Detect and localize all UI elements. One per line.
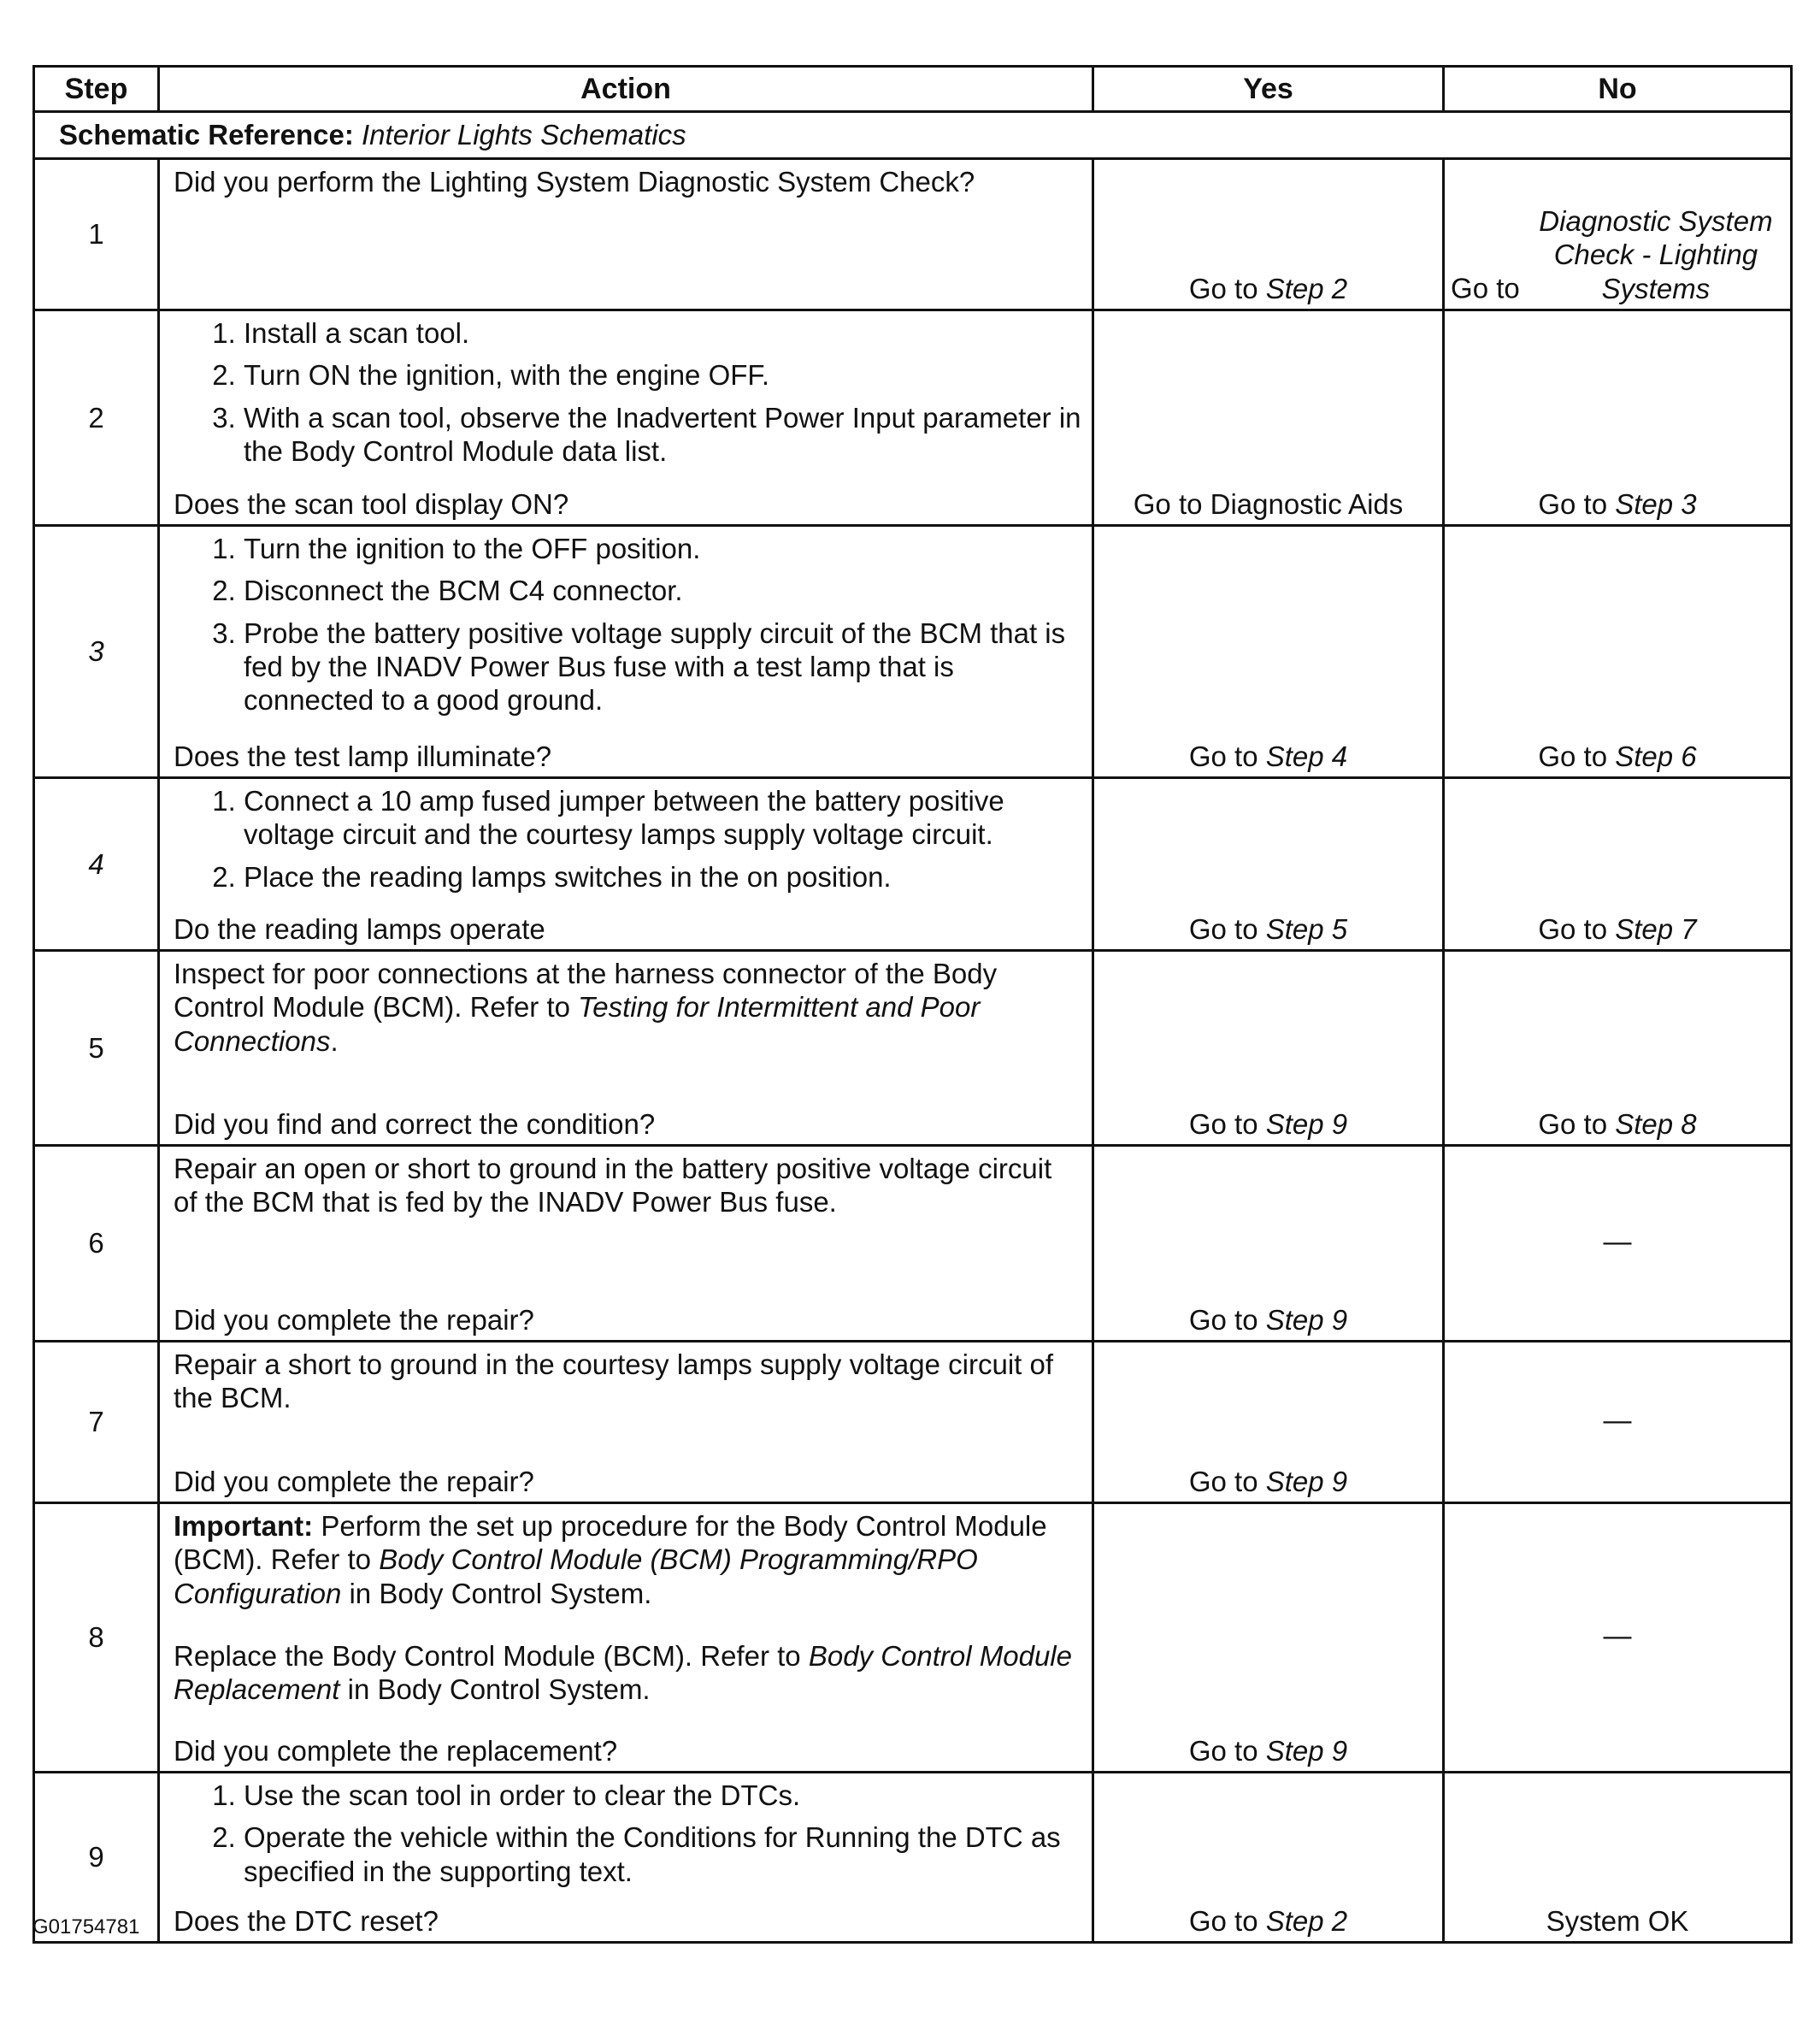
step-number: 4 [34, 778, 159, 951]
no-cell[interactable] [1444, 310, 1792, 526]
step-number: 8 [34, 1503, 159, 1773]
yes-cell[interactable] [1093, 1342, 1444, 1503]
reference-link[interactable]: Body Control Module Replacement [174, 1639, 1072, 1706]
action-steps-list [174, 784, 1081, 894]
no-cell[interactable] [1444, 526, 1792, 778]
yes-target[interactable]: Step 9 [1265, 1465, 1348, 1497]
yes-prefix: Go to [1188, 1904, 1258, 1937]
yes-cell[interactable] [1093, 951, 1444, 1146]
action-text-end: . [330, 1024, 339, 1057]
action-cell [159, 1342, 1093, 1503]
schematic-reference-label: Schematic Reference: [59, 119, 354, 151]
yes-cell[interactable] [1093, 1773, 1444, 1943]
no-cell[interactable] [1444, 778, 1792, 951]
no-target[interactable]: Diagnostic System Check - Lighting Systems [1539, 205, 1773, 304]
action-cell [159, 159, 1093, 310]
action-cell [159, 526, 1093, 778]
yes-target[interactable]: Step 9 [1265, 1107, 1348, 1140]
action-cell [159, 951, 1093, 1146]
action-question: Do the reading lamps operate [174, 912, 545, 945]
action-question: Did you complete the repair? [174, 1303, 534, 1336]
diagnostic-table [32, 65, 1793, 1944]
step-number: 5 [34, 951, 159, 1146]
no-target[interactable]: Step 8 [1615, 1107, 1697, 1140]
table-row [34, 1773, 1792, 1943]
no-target[interactable]: Step 6 [1615, 740, 1697, 772]
figure-id: G01754781 [32, 1915, 140, 1938]
replace-text: Replace the Body Control Module (BCM). Refer to [174, 1639, 801, 1672]
action-question: Did you complete the replacement? [174, 1734, 618, 1767]
reference-link[interactable]: Body Control Module (BCM) Programming/RPO Configuration [174, 1543, 978, 1609]
action-text-main: Inspect for poor connections at the harness connector of the Body Control Module (BCM). Refer to [174, 958, 998, 1024]
header-step: Step [34, 67, 159, 112]
no-target[interactable]: Step 3 [1615, 487, 1697, 520]
important-end: in Body Control System. [349, 1577, 652, 1609]
reference-link[interactable]: Testing for Intermittent and Poor Connections [174, 991, 981, 1057]
action-text: Repair a short to ground in the courtesy lamps supply voltage circuit of the BCM. [174, 1348, 1054, 1414]
action-cell [159, 1773, 1093, 1943]
header-no: No [1444, 67, 1792, 112]
no-prefix: Go to [1538, 487, 1608, 520]
step-number: 2 [34, 310, 159, 526]
yes-prefix: Go to [1188, 1303, 1258, 1336]
no-cell[interactable] [1444, 951, 1792, 1146]
step-number: 1 [34, 159, 159, 310]
no-cell: — [1444, 1342, 1792, 1503]
list-item: 1. Install a scan tool. [244, 316, 1081, 350]
yes-cell[interactable] [1093, 159, 1444, 310]
table-row [34, 526, 1792, 778]
yes-prefix: Go to [1188, 1734, 1258, 1767]
header-yes: Yes [1093, 67, 1444, 112]
action-cell [159, 1503, 1093, 1773]
yes-target[interactable]: Step 2 [1265, 272, 1348, 304]
yes-target[interactable]: Step 9 [1265, 1734, 1348, 1767]
yes-target[interactable]: Step 9 [1265, 1303, 1348, 1336]
list-item: 1. Turn the ignition to the OFF position. [244, 532, 1081, 565]
yes-cell[interactable] [1093, 1146, 1444, 1342]
list-item: 1. Use the scan tool in order to clear the DTCs. [244, 1779, 1081, 1812]
no-prefix: Go to [1538, 740, 1608, 772]
no-prefix: Go to [1538, 912, 1608, 945]
table-row [34, 1503, 1792, 1773]
yes-cell[interactable] [1093, 778, 1444, 951]
action-text: Repair an open or short to ground in the battery positive voltage circuit of the BCM that is fed by the INADV Power Bus fuse. [174, 1153, 1052, 1219]
action-question: Did you find and correct the condition? [174, 1107, 656, 1140]
no-cell: System OK [1444, 1773, 1792, 1943]
yes-prefix: Go to [1188, 1107, 1258, 1140]
yes-prefix: Go to [1188, 1465, 1258, 1497]
replace-note [174, 1639, 1081, 1707]
important-label: Important: [174, 1510, 314, 1542]
action-question: Does the DTC reset? [174, 1904, 439, 1937]
step-number: 6 [34, 1146, 159, 1342]
action-question: Does the scan tool display ON? [174, 487, 569, 520]
schematic-reference-link[interactable]: Interior Lights Schematics [362, 119, 686, 151]
list-item: 2. Turn ON the ignition, with the engine OFF. [244, 358, 1081, 392]
important-text: Perform the set up procedure for the Body Control Module (BCM). Refer to [174, 1510, 1047, 1576]
table-row [34, 778, 1792, 951]
step-number: 9 [34, 1773, 159, 1943]
list-item: 1. Connect a 10 amp fused jumper between the battery positive voltage circuit and the courtesy lamps supply voltage circuit. [244, 784, 1081, 852]
yes-prefix: Go to [1188, 912, 1258, 945]
replace-end: in Body Control System. [347, 1673, 651, 1706]
yes-target[interactable]: Step 4 [1265, 740, 1348, 772]
table-row [34, 310, 1792, 526]
no-cell[interactable] [1444, 159, 1792, 310]
action-steps-list [174, 316, 1081, 468]
yes-target[interactable]: Step 5 [1265, 912, 1348, 945]
action-steps-list [174, 532, 1081, 717]
action-text [174, 957, 1081, 1058]
no-target[interactable]: Step 7 [1615, 912, 1697, 945]
schematic-reference [34, 112, 1792, 159]
table-row [34, 159, 1792, 310]
list-item: 3. With a scan tool, observe the Inadvertent Power Input parameter in the Body Control Module data list. [244, 401, 1081, 469]
list-item: 3. Probe the battery positive voltage supply circuit of the BCM that is fed by the INADV Power Bus fuse with a test lamp that is connected to a good ground. [244, 617, 1081, 717]
no-cell: — [1444, 1146, 1792, 1342]
action-text: Did you perform the Lighting System Diagnostic System Check? [174, 166, 975, 198]
header-action: Action [159, 67, 1093, 112]
action-question: Does the test lamp illuminate? [174, 740, 552, 772]
no-prefix: Go to [1538, 1107, 1608, 1140]
action-question: Did you complete the repair? [174, 1465, 534, 1497]
yes-cell[interactable] [1093, 310, 1444, 526]
yes-prefix: Go to [1188, 272, 1258, 304]
yes-link[interactable]: Go to Diagnostic Aids [1133, 487, 1404, 520]
list-item: 2. Disconnect the BCM C4 connector. [244, 574, 1081, 607]
table-row [34, 1342, 1792, 1503]
important-note [174, 1509, 1081, 1610]
table-row [34, 951, 1792, 1146]
step-number: 3 [34, 526, 159, 778]
header-row [34, 67, 1792, 112]
yes-target[interactable]: Step 2 [1265, 1904, 1348, 1937]
no-cell: — [1444, 1503, 1792, 1773]
list-item: 2. Place the reading lamps switches in the on position. [244, 860, 1081, 894]
yes-cell[interactable] [1093, 1503, 1444, 1773]
list-item: 2. Operate the vehicle within the Conditions for Running the DTC as specified in the supporting text. [244, 1820, 1081, 1888]
action-cell [159, 778, 1093, 951]
action-cell [159, 1146, 1093, 1342]
table-row [34, 1146, 1792, 1342]
step-number: 7 [34, 1342, 159, 1503]
no-prefix: Go to [1451, 272, 1520, 304]
schematic-reference-row [34, 112, 1792, 159]
yes-cell[interactable] [1093, 526, 1444, 778]
action-cell [159, 310, 1093, 526]
action-steps-list [174, 1779, 1081, 1888]
yes-prefix: Go to [1188, 740, 1258, 772]
